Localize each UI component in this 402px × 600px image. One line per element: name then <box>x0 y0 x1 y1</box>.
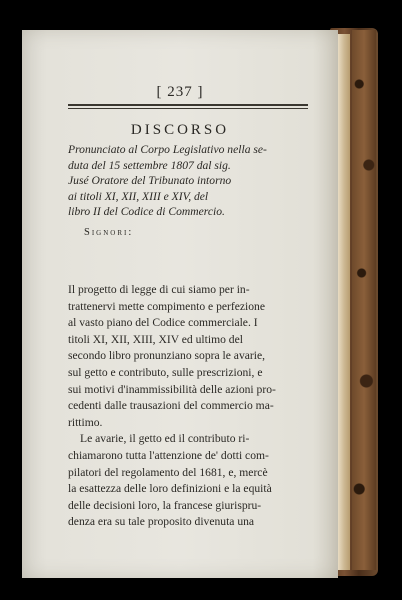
intro-line: Jusé Oratore del Tribunato intorno <box>68 174 232 187</box>
page-number: [ 237 ] <box>156 84 204 100</box>
intro-text <box>68 142 308 220</box>
body-line: rittimo. <box>68 415 103 429</box>
salutation: Signori: <box>84 227 134 238</box>
body-line: la esattezza delle loro definizioni e la equità <box>68 482 272 496</box>
intro-line: Pronunciato al Corpo Legislativo nella se- <box>68 143 267 156</box>
header-rule-thin <box>68 108 308 109</box>
body-text <box>68 282 308 531</box>
body-line: Il progetto di legge di cui siamo per in- <box>68 283 250 296</box>
body-line: chiamarono tutta l'attenzione de' dotti com- <box>68 448 269 462</box>
intro-line: duta del 15 settembre 1807 dal sig. <box>68 158 231 172</box>
book-page <box>22 30 338 578</box>
marbled-cover <box>352 30 376 570</box>
body-line: cedenti dalle trausazioni del commercio ma- <box>68 399 274 413</box>
body-line: delle decisioni loro, la francese giurispru- <box>68 498 262 512</box>
body-line: sul getto e contributo, sulle prescrizioni, e <box>68 365 263 379</box>
body-line: denza era su tale proposito divenuta una <box>68 515 255 529</box>
page-edges <box>338 34 350 570</box>
body-line: pilatori del regolamento del 1681, e, mercè <box>68 465 268 479</box>
discourse-heading: DISCORSO <box>130 122 230 138</box>
intro-line: ai titoli XI, XII, XIII e XIV, del <box>68 189 209 203</box>
body-line: al vasto piano del Codice commerciale. I <box>68 316 258 330</box>
body-line: secondo libro pronunziano sopra le avarie, <box>68 349 266 363</box>
intro-line: libro II del Codice di Commercio. <box>68 205 225 218</box>
body-line: titoli XI, XII, XIII, XIV ed ultimo del <box>68 332 243 346</box>
body-line: sui motivi d'inammissibilità delle azioni pro- <box>68 382 276 396</box>
header-rule <box>68 104 308 106</box>
body-line: trattenervi mette compimento e perfezione <box>68 299 266 313</box>
body-line: Le avarie, il getto ed il contributo ri- <box>80 432 250 446</box>
